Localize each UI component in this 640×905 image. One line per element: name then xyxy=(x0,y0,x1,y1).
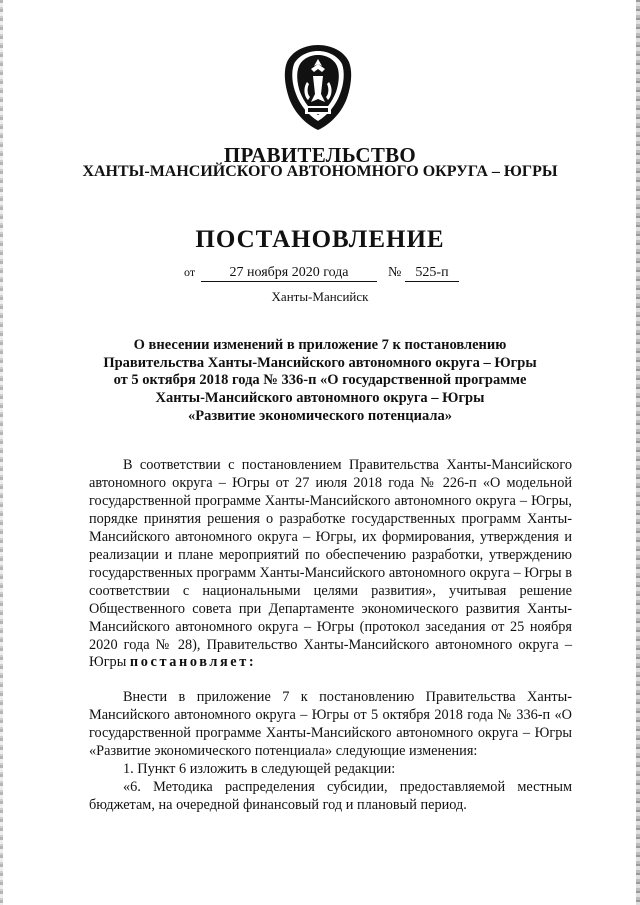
document-number: 525-п xyxy=(405,265,459,282)
subject-line: О внесении изменений в приложение 7 к постановлению xyxy=(133,337,507,353)
coat-of-arms-emblem xyxy=(281,42,355,132)
resolves-colon: : xyxy=(248,654,257,671)
city-name: Ханты-Мансийск xyxy=(271,289,369,304)
region-title: ХАНТЫ-МАНСИЙСКОГО АВТОНОМНОГО ОКРУГА – ЮГРЫ xyxy=(82,163,558,180)
scan-edge-right xyxy=(636,0,640,905)
body-paragraph: Внести в приложение 7 к постановлению Правительства Ханты-Мансийского автономного округа – Югры от 5 октября 2018 года № 336-п «О государственной программе Ханты-Мансийского автономного округа – Югры «Развитие экономического потенциала» следующие изменения: xyxy=(89,689,572,760)
preamble-text: В соответствии с постановлением Правительства Ханты-Мансийского автономного округа – Югры от 27 июля 2018 года № 226-п «О модельной государственной программе Ханты-Мансийского автономного округа – Югры, порядке принятия решения о разработке государственных программ Ханты-Мансийского автономного округа – Югры, их формирования, утверждения и реализации и плане мероприятий по обеспечению разработки, утверждению государственных программ Ханты-Мансийского автономного округа – Югры в соответствии с национальными целями развития», учитывая решение Общественного совета при Департаменте экономического развития Ханты-Мансийского автономного округа – Югры (протокол заседания от 25 ноября 2020 года № 28), Правительство Ханты-Мансийского автономного округа – Югры xyxy=(89,457,572,671)
number-label: № xyxy=(388,265,402,280)
from-label: от xyxy=(184,265,196,279)
subject-line: от 5 октября 2018 года № 336-п «О государственной программе xyxy=(113,372,527,389)
resolves-word: постановляет xyxy=(129,654,249,671)
subject-line: Правительства Ханты-Мансийского автономного округа – Югры xyxy=(103,354,537,371)
government-title: ПРАВИТЕЛЬСТВО xyxy=(223,143,417,167)
body-paragraph: «6. Методика распределения субсидии, предоставляемой местным бюджетам, на очередной финансовый год и плановый период. xyxy=(89,779,572,814)
document-type-title: ПОСТАНОВЛЕНИЕ xyxy=(195,226,445,253)
body-paragraph: 1. Пункт 6 изложить в следующей редакции: xyxy=(123,761,396,778)
subject-line: Ханты-Мансийского автономного округа – Югры xyxy=(155,390,485,407)
subject-line: «Развитие экономического потенциала» xyxy=(188,407,452,424)
document-subject xyxy=(100,337,540,426)
body-paragraph xyxy=(89,457,572,672)
scan-edge-left xyxy=(0,0,3,905)
document-body xyxy=(89,457,572,815)
document-date: 27 ноября 2020 года xyxy=(201,265,377,282)
